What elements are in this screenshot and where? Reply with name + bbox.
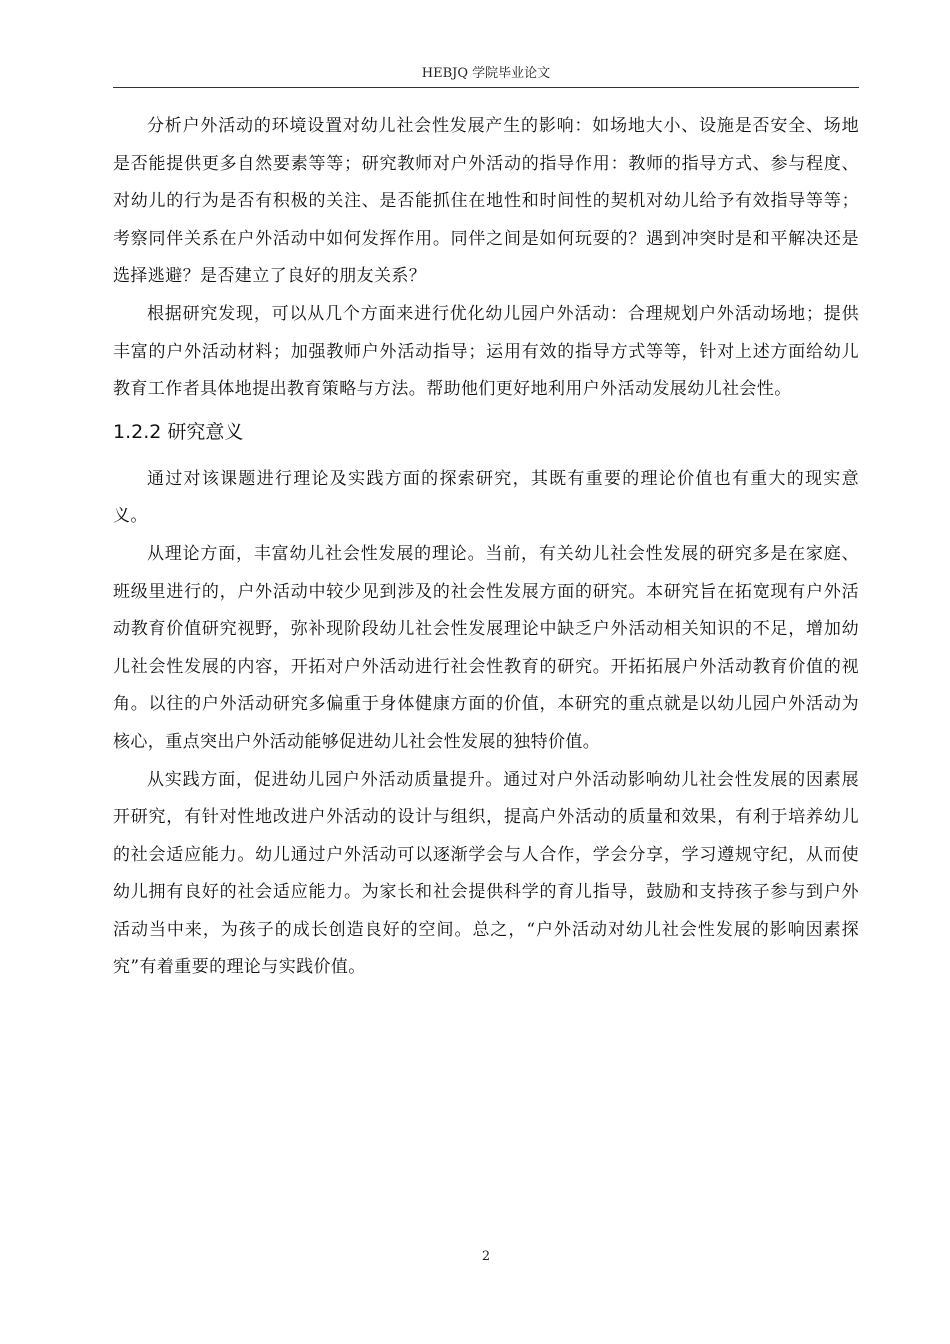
section-heading: 1.2.2 研究意义 bbox=[113, 420, 244, 443]
paragraph-optimization: 根据研究发现，可以从几个方面来进行优化幼儿园户外活动：合理规划户外活动场地；提供丰富的户外活动材料；加强教师户外活动指导；运用有效的指导方式等等，针对上述方面给幼儿教育工作者具体地提出教育策略与方法。帮助他们更好地利用户外活动发展幼儿社会性。 bbox=[113, 303, 859, 400]
header-rule bbox=[113, 87, 859, 88]
paragraph-practice: 从实践方面，促进幼儿园户外活动质量提升。通过对户外活动影响幼儿社会性发展的因素展开研究，有针对性地改进户外活动的设计与组织，提高户外活动的质量和效果，有利于培养幼儿的社会适应能力。幼儿通过户外活动可以逐渐学会与人合作，学会分享，学习遵规守纪，从而使幼儿拥有良好的社会适应能力。为家长和社会提供科学的育儿指导，鼓励和支持孩子参与到户外活动当中来，为孩子的成长创造良好的空间。总之，“户外活动对幼儿社会性发展的影响因素探究”有着重要的理论与实践价值。 bbox=[113, 769, 859, 978]
running-header: HEBJQ 学院毕业论文 bbox=[421, 66, 551, 81]
paragraph-analysis: 分析户外活动的环境设置对幼儿社会性发展产生的影响：如场地大小、设施是否安全、场地是否能提供更多自然要素等等；研究教师对户外活动的指导作用：教师的指导方式、参与程度、对幼儿的行为是否有积极的关注、是否能抓住在地性和时间性的契机对幼儿给予有效指导等等；考察同伴关系在户外活动中如何发挥作用。同伴之间是如何玩耍的？遇到冲突时是和平解决还是选择逃避？是否建立了良好的朋友关系？ bbox=[113, 116, 859, 287]
paragraph-theory: 从理论方面，丰富幼儿社会性发展的理论。当前，有关幼儿社会性发展的研究多是在家庭、班级里进行的，户外活动中较少见到涉及的社会性发展方面的研究。本研究旨在拓宽现有户外活动教育价值研究视野，弥补现阶段幼儿社会性发展理论中缺乏户外活动相关知识的不足，增加幼儿社会性发展的内容，开拓对户外活动进行社会性教育的研究。开拓拓展户外活动教育价值的视角。以往的户外活动研究多偏重于身体健康方面的价值，本研究的重点就是以幼儿园户外活动为核心，重点突出户外活动能够促进幼儿社会性发展的独特价值。 bbox=[113, 543, 859, 752]
paragraph-significance-intro: 通过对该课题进行理论及实践方面的探索研究，其既有重要的理论价值也有重大的现实意义。 bbox=[113, 468, 859, 527]
page-number: 2 bbox=[481, 1249, 491, 1264]
page-body bbox=[113, 108, 859, 987]
